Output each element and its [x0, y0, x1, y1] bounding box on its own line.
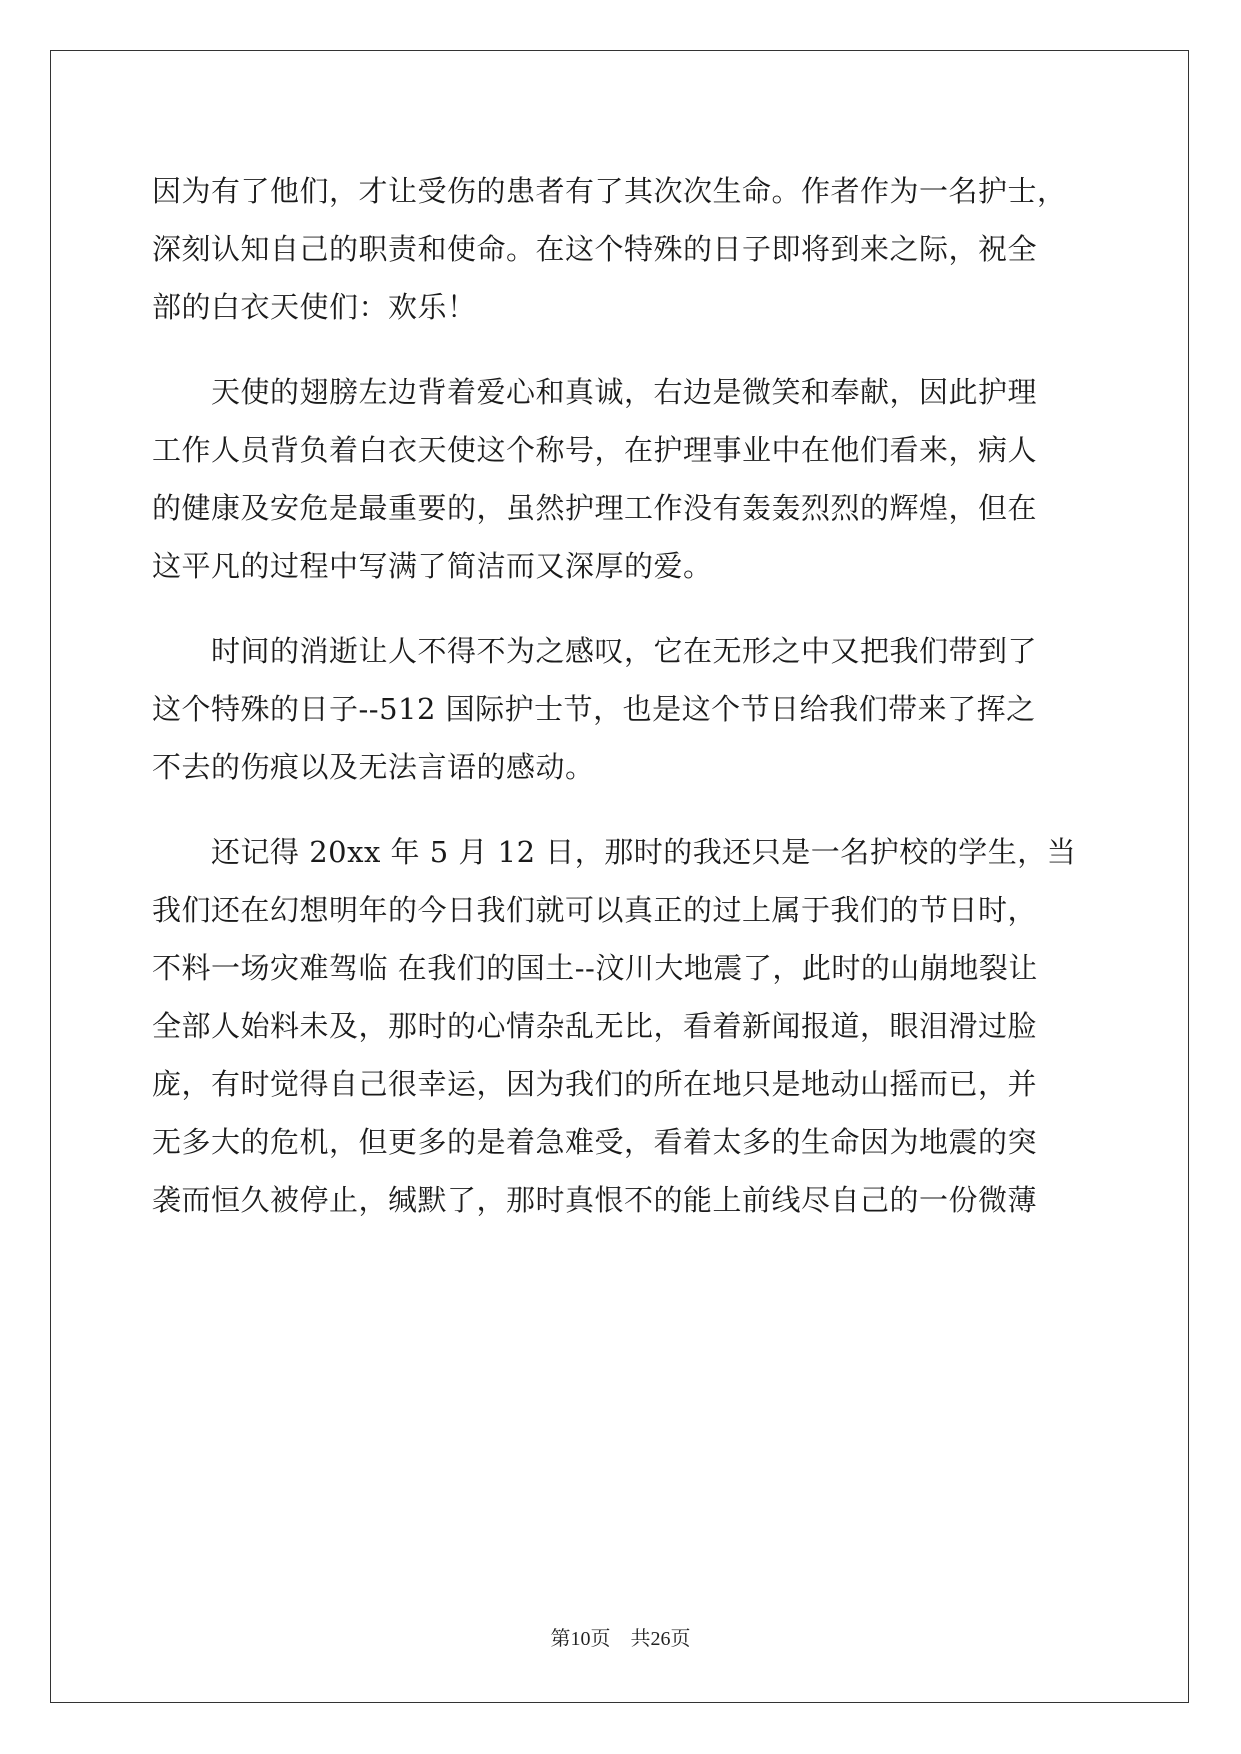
text-line: 部的白衣天使们：欢乐！	[152, 290, 477, 324]
text-line: 时间的消逝让人不得不为之感叹，它在无形之中又把我们带到了	[152, 634, 1038, 668]
page-number-footer: 第10页 共26页	[550, 1628, 691, 1650]
text-line: 我们还在幻想明年的今日我们就可以真正的过上属于我们的节日时，	[152, 893, 1038, 927]
text-line: 的健康及安危是最重要的，虽然护理工作没有轰轰烈烈的辉煌，但在	[152, 491, 1038, 525]
paragraph-gap	[152, 336, 1092, 363]
paragraph	[152, 363, 1092, 595]
text-line: 天使的翅膀左边背着爱心和真诚，右边是微笑和奉献，因此护理	[152, 375, 1038, 409]
paragraph-gap	[152, 796, 1092, 823]
text-line: 还记得 20xx 年 5 月 12 日，那时的我还只是一名护校的学生，当	[152, 835, 1077, 869]
paragraph	[152, 622, 1092, 796]
paragraph	[152, 823, 1092, 1229]
text-line: 不去的伤痕以及无法言语的感动。	[152, 750, 595, 784]
text-line: 这平凡的过程中写满了简洁而又深厚的爱。	[152, 549, 713, 583]
text-line: 全部人始料未及，那时的心情杂乱无比，看着新闻报道，眼泪滑过脸	[152, 1009, 1038, 1043]
text-line: 这个特殊的日子--512 国际护士节，也是这个节日给我们带来了挥之	[152, 692, 1036, 726]
text-line: 无多大的危机，但更多的是着急难受，看着太多的生命因为地震的突	[152, 1125, 1038, 1159]
text-line: 庞，有时觉得自己很幸运，因为我们的所在地只是地动山摇而已，并	[152, 1067, 1038, 1101]
document-body	[152, 162, 1092, 1229]
paragraph	[152, 162, 1092, 336]
text-line: 袭而恒久被停止，缄默了，那时真恨不的能上前线尽自己的一份微薄	[152, 1183, 1038, 1217]
paragraph-gap	[152, 595, 1092, 622]
text-line: 深刻认知自己的职责和使命。在这个特殊的日子即将到来之际，祝全	[152, 232, 1038, 266]
text-line: 不料一场灾难驾临 在我们的国土--汶川大地震了，此时的山崩地裂让	[152, 951, 1038, 985]
text-line: 工作人员背负着白衣天使这个称号，在护理事业中在他们看来，病人	[152, 433, 1038, 467]
text-line: 因为有了他们，才让受伤的患者有了其次次生命。作者作为一名护士，	[152, 174, 1067, 208]
